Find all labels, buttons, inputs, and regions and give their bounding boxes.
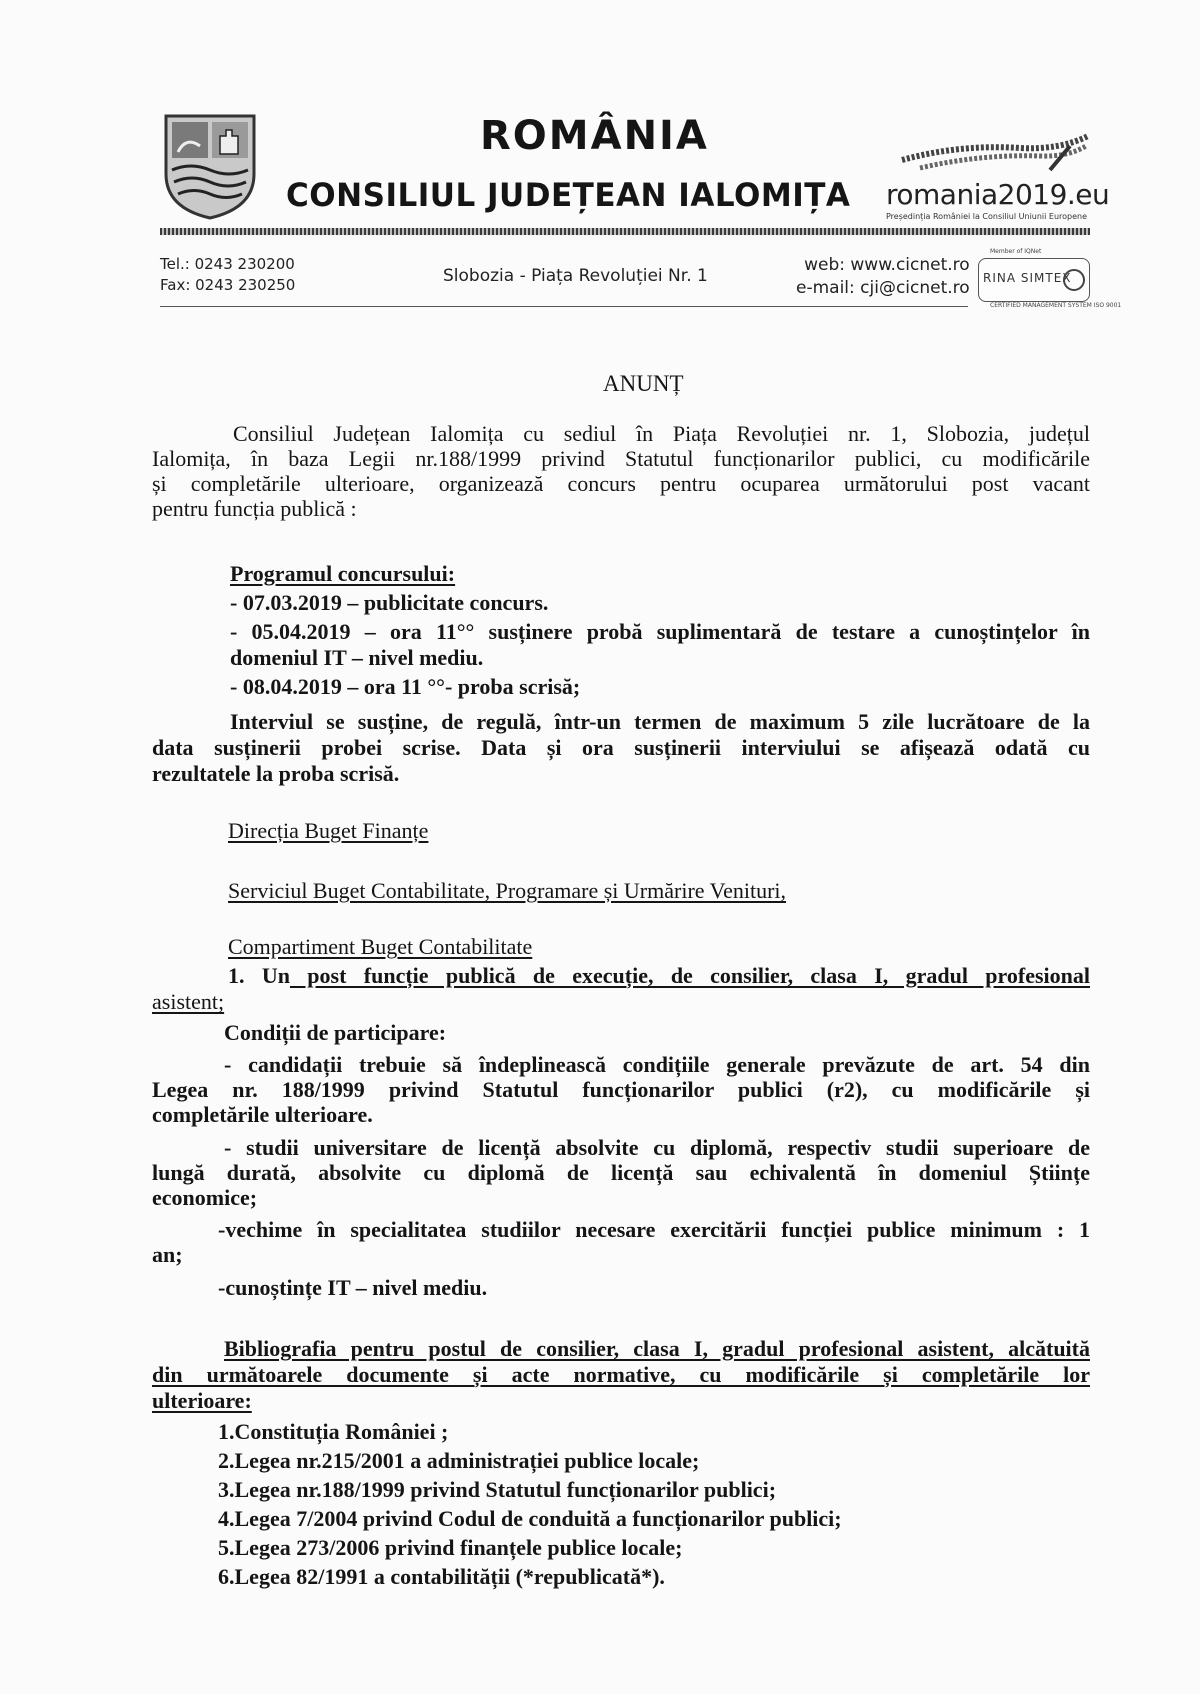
bibliography-heading: ulterioare: bbox=[152, 1388, 252, 1413]
bibliography-heading: din următoarele documente și acte normative, cu modificările și completările lor bbox=[152, 1362, 1090, 1387]
condition-line: - candidații trebuie să îndeplinească condițiile generale prevăzute de art. 54 din bbox=[224, 1052, 1090, 1077]
presidency-tagline: Președinția României la Consiliul Uniunii Europene bbox=[886, 212, 1088, 221]
email-address: e-mail: cji@cicnet.ro bbox=[796, 278, 970, 298]
post-description bbox=[228, 963, 1090, 989]
bibliography-heading: Bibliografia pentru postul de consilier, clasa I, gradul profesional asistent, alcătuită bbox=[224, 1336, 1090, 1361]
presidency-website: romania2019.eu bbox=[886, 178, 1110, 211]
bibliography-item: 6.Legea 82/1991 a contabilității (*republicată*). bbox=[218, 1564, 665, 1589]
bibliography-item: 1.Constituția României ; bbox=[218, 1419, 449, 1444]
letterhead-bottom-rule bbox=[160, 306, 968, 307]
phone-number: Tel.: 0243 230200 bbox=[160, 255, 295, 273]
condition-line: Legea nr. 188/1999 privind Statutul funcționarilor publici (r2), cu modificările și bbox=[152, 1077, 1090, 1102]
intro-line: Consiliul Județean Ialomița cu sediul în Piața Revoluției nr. 1, Slobozia, județul bbox=[233, 421, 1090, 446]
condition-line: -vechime în specialitatea studiilor necesare exercitării funcției publice minimum : 1 bbox=[218, 1217, 1090, 1242]
address: Slobozia - Piața Revoluției Nr. 1 bbox=[443, 266, 708, 286]
presidency-flag-logo-icon bbox=[900, 130, 1090, 178]
intro-line: Ialomița, în baza Legii nr.188/1999 privind Statutul funcționarilor publici, cu modificările bbox=[152, 446, 1090, 471]
interview-line: Interviul se susține, de regulă, într-un termen de maximum 5 zile lucrătoare de la bbox=[230, 709, 1090, 734]
county-coat-of-arms-icon bbox=[160, 112, 260, 222]
announcement-title: ANUNȚ bbox=[603, 371, 684, 396]
bibliography-item: 3.Legea nr.188/1999 privind Statutul funcționarilor publici; bbox=[218, 1477, 777, 1502]
program-item-continued: domeniul IT – nivel mediu. bbox=[230, 645, 484, 670]
post-grade: asistent; bbox=[152, 989, 225, 1014]
country-name: ROMÂNIA bbox=[480, 113, 709, 159]
condition-line: - studii universitare de licență absolvite cu diplomă, respectiv studii superioare de bbox=[224, 1135, 1090, 1160]
condition-line: lungă durată, absolvite cu diplomă de licență sau echivalentă în domeniul Științe bbox=[152, 1160, 1090, 1185]
website: web: www.cicnet.ro bbox=[804, 255, 970, 275]
interview-line: data susținerii probei scrise. Data și ora susținerii interviului se afișează odată cu bbox=[152, 735, 1090, 760]
condition-line: an; bbox=[152, 1242, 183, 1267]
certification-badge bbox=[978, 258, 1090, 302]
council-name: CONSILIUL JUDEȚEAN IALOMIȚA bbox=[286, 176, 851, 214]
program-item: - 08.04.2019 – ora 11 °°- proba scrisă; bbox=[230, 674, 581, 699]
certification-label: RINA SIMTEX bbox=[983, 271, 1072, 285]
program-item: - 05.04.2019 – ora 11°° susținere probă suplimentară de testare a cunoștințelor în bbox=[230, 619, 1090, 644]
phone-fax-block bbox=[160, 254, 295, 296]
service-heading: Serviciul Buget Contabilitate, Programare și Urmărire Venituri, bbox=[228, 878, 787, 903]
program-heading: Programul concursului: bbox=[230, 561, 456, 586]
condition-line: completările ulterioare. bbox=[152, 1102, 373, 1127]
post-number: 1. Un bbox=[228, 963, 290, 988]
program-item: - 07.03.2019 – publicitate concurs. bbox=[230, 590, 549, 615]
condition-line: -cunoștințe IT – nivel mediu. bbox=[218, 1275, 488, 1300]
intro-line: și completările ulterioare, organizează concurs pentru ocuparea următorului post vacant bbox=[152, 471, 1090, 496]
bibliography-item: 5.Legea 273/2006 privind finanțele publice locale; bbox=[218, 1535, 683, 1560]
bibliography-item: 4.Legea 7/2004 privind Codul de conduită a funcționarilor publici; bbox=[218, 1506, 842, 1531]
directorate-heading: Direcția Buget Finanțe bbox=[228, 818, 429, 843]
bibliography-item: 2.Legea nr.215/2001 a administrației publice locale; bbox=[218, 1448, 700, 1473]
interview-line: rezultatele la proba scrisă. bbox=[152, 761, 400, 786]
department-heading: Compartiment Buget Contabilitate bbox=[228, 934, 533, 959]
certification-standard: CERTIFIED MANAGEMENT SYSTEM ISO 9001 bbox=[990, 302, 1122, 309]
certification-network: Member of IQNet bbox=[990, 248, 1042, 255]
post-title: post funcție publică de execuție, de consilier, clasa I, gradul profesional bbox=[289, 963, 1090, 988]
fax-number: Fax: 0243 230250 bbox=[160, 276, 296, 294]
conditions-heading: Condiții de participare: bbox=[224, 1020, 447, 1045]
web-email-block bbox=[796, 254, 970, 300]
certification-logo-icon bbox=[1063, 269, 1085, 291]
header-divider bbox=[160, 228, 1090, 235]
intro-line: pentru funcția publică : bbox=[152, 496, 357, 521]
condition-line: economice; bbox=[152, 1185, 258, 1210]
